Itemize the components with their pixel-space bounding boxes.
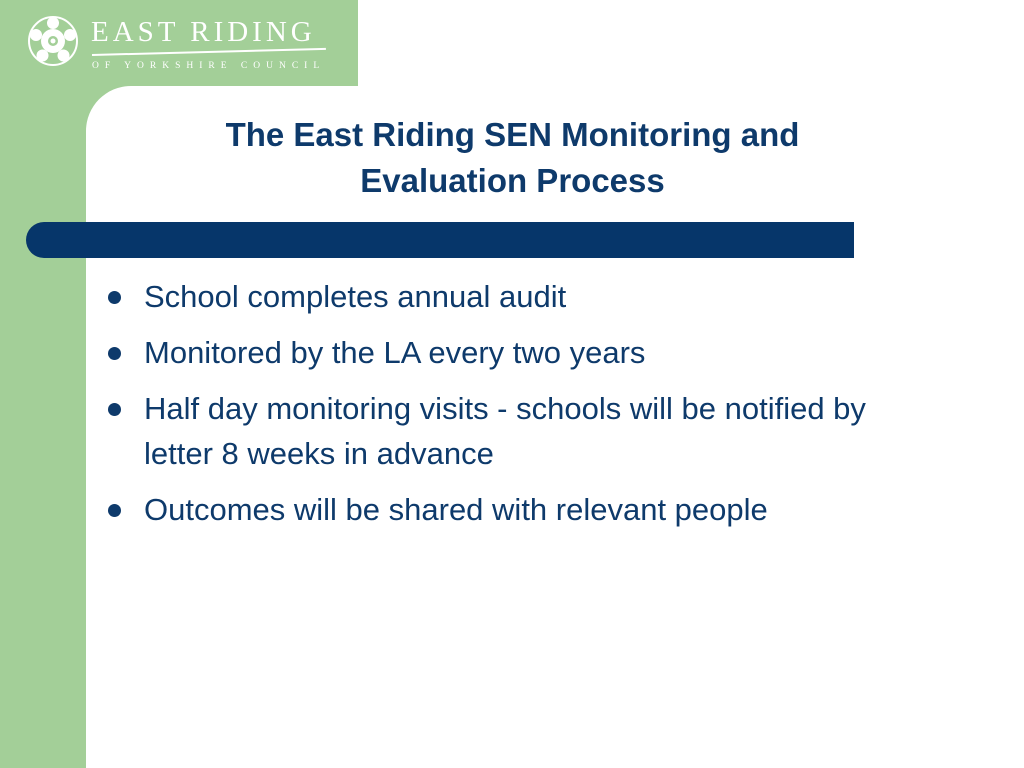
list-item <box>104 274 904 319</box>
bullet-icon <box>108 291 121 304</box>
title-divider-bar <box>26 222 854 258</box>
list-item <box>104 386 904 476</box>
bullet-icon <box>108 347 121 360</box>
bullet-icon <box>108 504 121 517</box>
left-green-sidebar <box>0 0 86 768</box>
bullet-text: School completes annual audit <box>144 279 567 314</box>
list-item <box>104 487 904 532</box>
logo-underline <box>92 48 326 56</box>
council-name: EAST RIDING <box>91 16 316 48</box>
council-subtitle: OF YORKSHIRE COUNCIL <box>92 61 326 71</box>
bullet-text: Half day monitoring visits - schools will be notified by letter 8 weeks in advance <box>144 391 866 471</box>
bullet-list <box>104 274 904 543</box>
slide-title: The East Riding SEN Monitoring and Evaluation Process <box>225 116 800 199</box>
list-item <box>104 330 904 375</box>
bullet-icon <box>108 403 121 416</box>
bullet-text: Monitored by the LA every two years <box>144 335 646 370</box>
bullet-text: Outcomes will be shared with relevant people <box>144 492 768 527</box>
council-logo <box>26 14 356 76</box>
yorkshire-rose-icon <box>26 14 80 68</box>
